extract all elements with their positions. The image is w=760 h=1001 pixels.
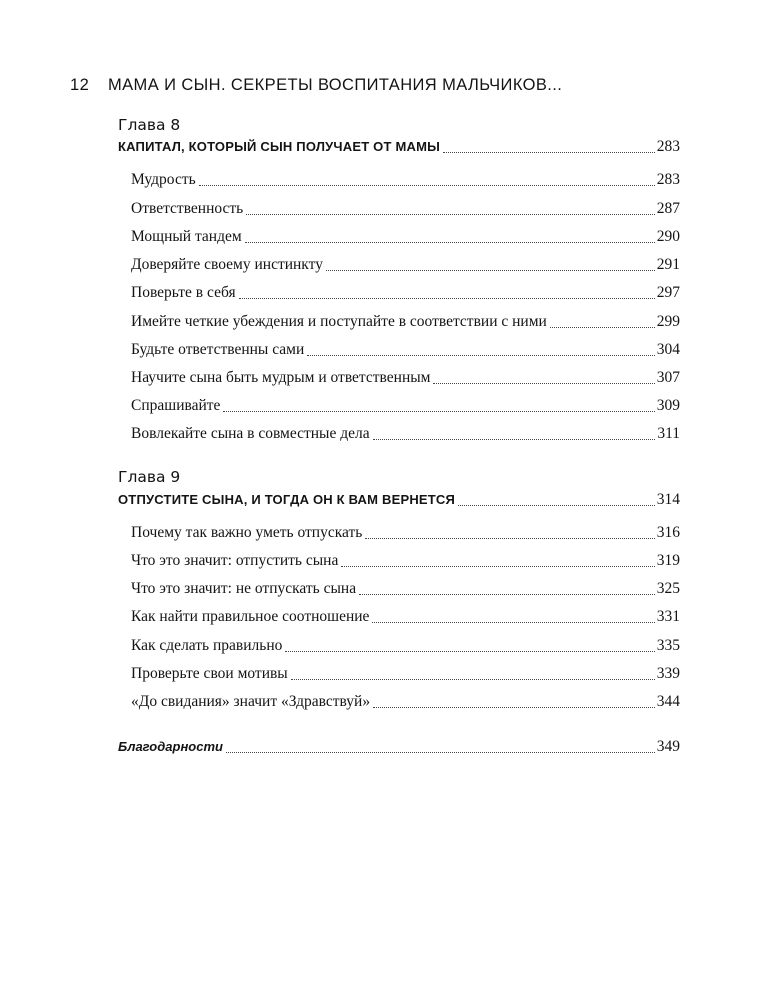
toc-section-entry[interactable] [131, 552, 680, 572]
toc-page-number: 344 [656, 693, 680, 710]
toc-page-number: 325 [656, 580, 680, 597]
toc-section-title: Проверьте свои мотивы [131, 665, 288, 682]
toc-section-entry[interactable] [131, 313, 680, 333]
toc-section-entry[interactable] [131, 369, 680, 389]
dot-leader [326, 270, 655, 271]
toc-chapter-title: КАПИТАЛ, КОТОРЫЙ СЫН ПОЛУЧАЕТ ОТ МАМЫ [118, 139, 441, 154]
running-title: МАМА И СЫН. СЕКРЕТЫ ВОСПИТАНИЯ МАЛЬЧИКОВ... [108, 76, 563, 94]
toc-acknowledgments-entry[interactable] [118, 738, 680, 758]
toc-section-title: Ответственность [131, 200, 244, 217]
toc-section-title: Доверяйте своему инстинкту [131, 256, 323, 273]
toc-page-number: 299 [656, 313, 680, 330]
toc-page-number: 283 [656, 171, 680, 188]
toc-page-number: 290 [656, 228, 680, 245]
dot-leader [291, 679, 655, 680]
toc-page-number: 304 [656, 341, 680, 358]
toc-section-title: Имейте четкие убеждения и поступайте в соответствии с ними [131, 313, 547, 330]
dot-leader [373, 707, 655, 708]
toc-chapter-entry[interactable] [118, 138, 680, 158]
toc-page-number: 331 [656, 608, 680, 625]
page-number: 12 [70, 76, 90, 94]
toc-section-entry[interactable] [131, 637, 680, 657]
running-head [70, 76, 670, 98]
toc-section-entry[interactable] [131, 397, 680, 417]
chapter-label: Глава 9 [118, 468, 181, 486]
toc-section-entry[interactable] [131, 524, 680, 544]
dot-leader [365, 538, 654, 539]
toc-page-number: 314 [656, 491, 680, 508]
toc-page-number: 307 [656, 369, 680, 386]
dot-leader [223, 411, 654, 412]
dot-leader [199, 185, 655, 186]
dot-leader [433, 383, 654, 384]
dot-leader [341, 566, 654, 567]
toc-section-title: Почему так важно уметь отпускать [131, 524, 363, 541]
dot-leader [307, 355, 654, 356]
toc-page-number: 349 [656, 738, 680, 755]
dot-leader [458, 505, 655, 506]
dot-leader [246, 214, 655, 215]
toc-section-title: Что это значит: не отпускать сына [131, 580, 357, 597]
toc-section-entry[interactable] [131, 171, 680, 191]
toc-section-entry[interactable] [131, 341, 680, 361]
toc-section-entry[interactable] [131, 200, 680, 220]
toc-section-entry[interactable] [131, 580, 680, 600]
toc-page-number: 316 [656, 524, 680, 541]
toc-section-entry[interactable] [131, 665, 680, 685]
toc-section-entry[interactable] [131, 693, 680, 713]
toc-section-title: «До свидания» значит «Здравствуй» [131, 693, 371, 710]
dot-leader [226, 752, 655, 753]
toc-section-entry[interactable] [131, 256, 680, 276]
toc-section-entry[interactable] [131, 228, 680, 248]
toc-section-title: Будьте ответственны сами [131, 341, 305, 358]
toc-section-title: Спрашивайте [131, 397, 221, 414]
toc-section-title: Как найти правильное соотношение [131, 608, 370, 625]
dot-leader [443, 152, 655, 153]
toc-section-title: Что это значит: отпустить сына [131, 552, 339, 569]
dot-leader [550, 327, 655, 328]
toc-page-number: 339 [656, 665, 680, 682]
toc-page-number: 335 [656, 637, 680, 654]
toc-page-number: 291 [656, 256, 680, 273]
toc-page-number: 319 [656, 552, 680, 569]
dot-leader [373, 439, 656, 440]
toc-chapter-title: ОТПУСТИТЕ СЫНА, И ТОГДА ОН К ВАМ ВЕРНЕТСЯ [118, 492, 456, 507]
dot-leader [285, 651, 654, 652]
toc-section-title: Научите сына быть мудрым и ответственным [131, 369, 431, 386]
toc-section-entry[interactable] [131, 425, 680, 445]
toc-section-entry[interactable] [131, 608, 680, 628]
toc-section-title: Вовлекайте сына в совместные дела [131, 425, 370, 442]
dot-leader [245, 242, 655, 243]
dot-leader [359, 594, 655, 595]
toc-section-title: Как сделать правильно [131, 637, 283, 654]
chapter-label: Глава 8 [118, 116, 181, 134]
dot-leader [372, 622, 654, 623]
toc-page-number: 297 [656, 284, 680, 301]
dot-leader [239, 298, 655, 299]
toc-chapter-entry[interactable] [118, 491, 680, 511]
toc-section-title: Мудрость [131, 171, 196, 188]
toc-page-number: 309 [656, 397, 680, 414]
toc-page-number: 311 [657, 425, 680, 442]
toc-section-title: Поверьте в себя [131, 284, 236, 301]
toc-section-title: Мощный тандем [131, 228, 242, 245]
toc-section-entry[interactable] [131, 284, 680, 304]
toc-page-number: 287 [656, 200, 680, 217]
toc-acknowledgments-title: Благодарности [118, 739, 223, 754]
toc-page-number: 283 [656, 138, 680, 155]
